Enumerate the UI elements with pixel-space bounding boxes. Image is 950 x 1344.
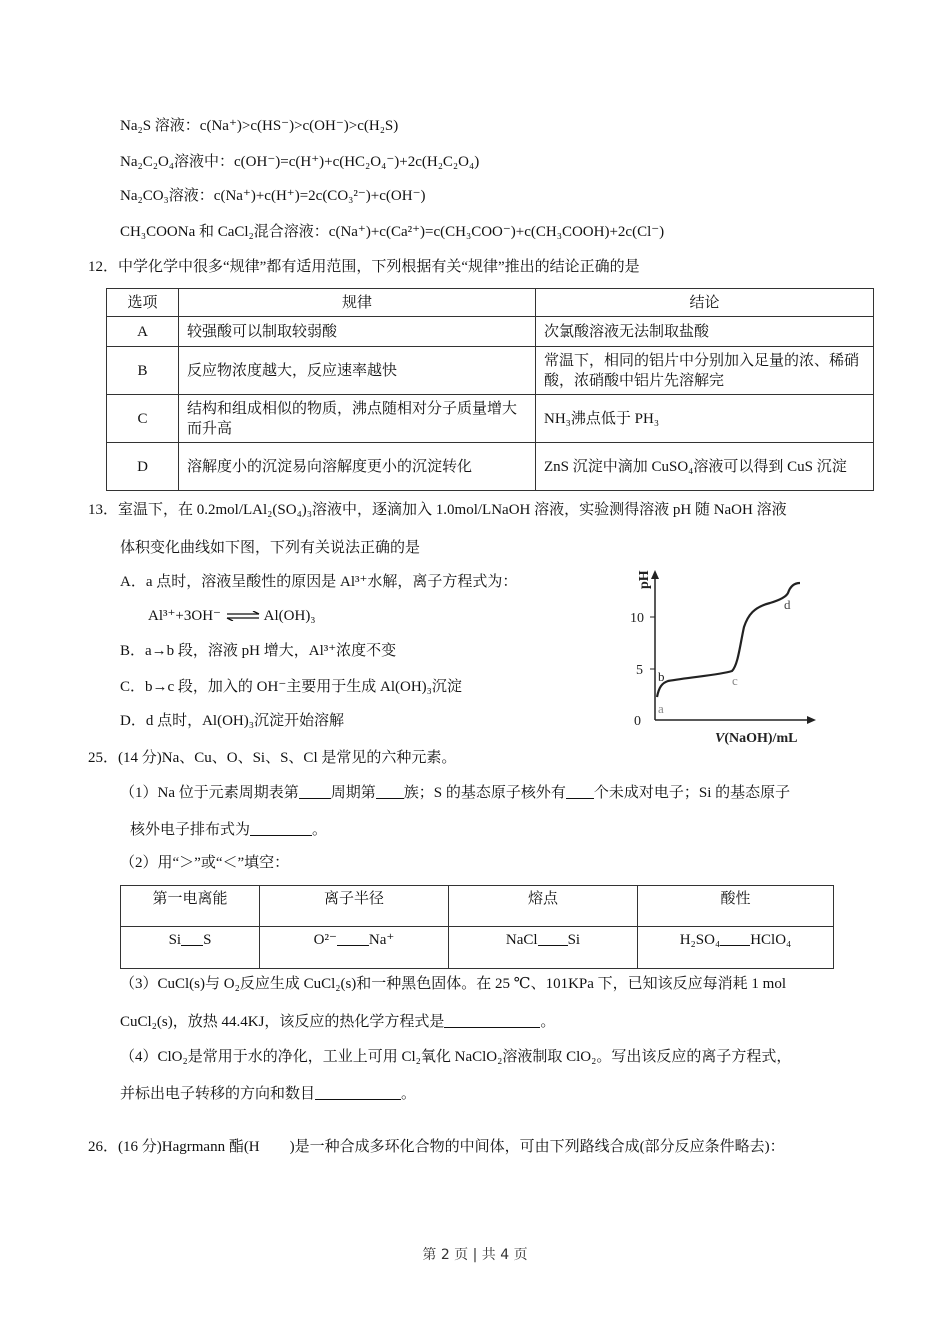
header-melting-point: 熔点	[449, 886, 638, 927]
answer-blank[interactable]	[538, 931, 568, 946]
compare-right: HClO₄	[750, 932, 792, 948]
q25-part1-line1	[120, 783, 790, 803]
q12-table-header	[107, 289, 874, 317]
q13-option-a: A．a 点时，溶液呈酸性的原因是 Al³⁺水解，离子方程式为：	[120, 574, 518, 590]
q13-option-c: C．b→c 段，加入的 OH⁻主要用于生成 Al(OH)₃沉淀	[120, 679, 462, 695]
svg-text:b: b	[658, 669, 665, 684]
answer-blank[interactable]	[181, 931, 203, 946]
q25-compare-table	[120, 885, 834, 969]
q12-header-option: 选项	[107, 289, 179, 317]
q25-number: 25．	[88, 750, 119, 766]
answer-blank[interactable]	[566, 784, 594, 799]
table-row	[107, 347, 874, 395]
q12-stem	[88, 257, 640, 277]
header-ionic-radius: 离子半径	[260, 886, 449, 927]
q11-option-b: Na₂C₂O₄溶液中：c(OH⁻)=c(H⁺)+c(HC₂O₄⁻)+2c(H₂C₂O₄)	[120, 154, 480, 170]
answer-blank[interactable]	[299, 784, 331, 799]
compare-right: S	[203, 932, 212, 948]
q25-header	[88, 748, 456, 768]
equation-left: Al³⁺+3OH⁻	[148, 608, 221, 624]
q12-text: 中学化学中很多“规律”都有适用范围，下列根据有关“规律”推出的结论正确的是	[118, 259, 640, 275]
q13-stem-line2: 体积变化曲线如下图，下列有关说法正确的是	[120, 540, 421, 556]
table-row	[107, 317, 874, 347]
svg-text:V(NaOH)/mL: V(NaOH)/mL	[715, 731, 798, 745]
x-axis-arrow-icon	[807, 716, 816, 724]
q13-stem-line1	[88, 500, 787, 520]
text-segment: CuCl₂(s)，放热 44.4KJ，该反应的热化学方程式是	[120, 1014, 445, 1030]
compare-left: NaCl	[505, 932, 538, 948]
text-segment: 个未成对电子；Si 的基态原子	[593, 785, 791, 801]
compare-right: Si	[567, 932, 581, 948]
table-row	[107, 443, 874, 491]
compare-left: O²⁻	[313, 932, 337, 948]
ph-curve	[657, 583, 800, 697]
q13-option-b: B．a→b 段，溶液 pH 增大，Al³⁺浓度不变	[120, 643, 397, 659]
q25-part3-line1: （3）CuCl(s)与 O₂反应生成 CuCl₂(s)和一种黑色固体。在 25 ℃、101KPa 下，已知该反应每消耗 1 mol	[120, 976, 787, 992]
q12-number: 12．	[88, 259, 119, 275]
svg-text:5: 5	[636, 663, 643, 678]
q12-row-rule: 溶解度小的沉淀易向溶解度更小的沉淀转化	[179, 443, 536, 491]
compare-cell	[638, 927, 834, 969]
text-segment: 族；S 的基态原子核外有	[403, 785, 566, 801]
header-acidity: 酸性	[638, 886, 834, 927]
svg-text:10: 10	[630, 611, 644, 626]
q13-option-d: D．d 点时，Al(OH)₃沉淀开始溶解	[120, 713, 344, 729]
q26-text: (16 分)Hagrmann 酯(H )是一种合成多环化合物的中间体，可由下列路线合成(部分反应条件略去)：	[118, 1139, 785, 1155]
text-segment: 。	[312, 822, 328, 838]
compare-cell	[121, 927, 260, 969]
svg-text:pH: pH	[637, 570, 652, 589]
answer-blank[interactable]	[315, 1085, 401, 1100]
answer-blank[interactable]	[444, 1013, 540, 1028]
q13-equation	[148, 606, 316, 627]
q25-part3-line2	[120, 1012, 555, 1032]
text-segment: 。	[540, 1014, 556, 1030]
svg-text:d: d	[784, 597, 791, 612]
q13-number: 13．	[88, 502, 119, 518]
q25-part1-line2	[130, 820, 327, 840]
svg-text:c: c	[732, 673, 738, 688]
compare-left: H₂SO₄	[679, 932, 721, 948]
answer-blank[interactable]	[720, 931, 750, 946]
text-segment: （1）Na 位于元素周期表第	[120, 785, 299, 801]
q13-text: 室温下，在 0.2mol/LAl₂(SO₄)₃溶液中，逐滴加入 1.0mol/LNaOH 溶液，实验测得溶液 pH 随 NaOH 溶液	[118, 502, 787, 518]
q12-row-conclusion: NH₃沸点低于 PH₃	[536, 395, 874, 443]
q12-row-rule: 反应物浓度越大，反应速率越快	[179, 347, 536, 395]
page-footer: 第 2 页 | 共 4 页	[422, 1247, 528, 1263]
q12-row-conclusion: ZnS 沉淀中滴加 CuSO₄溶液可以得到 CuS 沉淀	[536, 443, 874, 491]
svg-text:a: a	[658, 701, 664, 716]
compare-left: Si	[168, 932, 182, 948]
q12-row-option: C	[107, 395, 179, 443]
q12-row-option: D	[107, 443, 179, 491]
q26-stem	[88, 1137, 785, 1157]
text-segment: 。	[401, 1086, 417, 1102]
q12-row-rule: 较强酸可以制取较弱酸	[179, 317, 536, 347]
q12-row-option: A	[107, 317, 179, 347]
q12-table	[106, 288, 874, 491]
compare-right: Na⁺	[368, 932, 395, 948]
q11-option-d: CH₃COONa 和 CaCl₂混合溶液：c(Na⁺)+c(Ca²⁺)=c(CH₃COO⁻)+c(CH₃COOH)+2c(Cl⁻)	[120, 224, 665, 240]
q12-header-conclusion: 结论	[536, 289, 874, 317]
text-segment: 核外电子排布式为	[130, 822, 251, 838]
equation-right: Al(OH)₃	[263, 608, 316, 624]
ph-titration-chart	[620, 565, 820, 745]
q11-option-c: Na₂CO₃溶液：c(Na⁺)+c(H⁺)=2c(CO₃²⁻)+c(OH⁻)	[120, 188, 426, 204]
table-row	[107, 395, 874, 443]
q12-row-rule: 结构和组成相似的物质，沸点随相对分子质量增大而升高	[179, 395, 536, 443]
y-axis-arrow-icon	[651, 570, 659, 579]
q25-part4-line1: （4）ClO₂是常用于水的净化，工业上可用 Cl₂氧化 NaClO₂溶液制取 ClO₂。写出该反应的离子方程式，	[120, 1049, 792, 1065]
svg-text:0: 0	[634, 714, 641, 729]
q25-table-header	[121, 886, 834, 927]
q25-part4-line2	[120, 1084, 416, 1104]
text-segment: 并标出电子转移的方向和数目	[120, 1086, 316, 1102]
answer-blank[interactable]	[376, 784, 404, 799]
q25-header-text: (14 分)Na、Cu、O、Si、S、Cl 是常见的六种元素。	[118, 750, 457, 766]
compare-cell	[449, 927, 638, 969]
equilibrium-arrow-icon	[225, 607, 261, 627]
q12-row-option: B	[107, 347, 179, 395]
q12-row-conclusion: 常温下，相同的铝片中分别加入足量的浓、稀硝酸，浓硝酸中铝片先溶解完	[536, 347, 874, 395]
answer-blank[interactable]	[337, 931, 369, 946]
q12-header-rule: 规律	[179, 289, 536, 317]
compare-cell	[260, 927, 449, 969]
header-ionization-energy: 第一电离能	[121, 886, 260, 927]
q25-part2: （2）用“＞”或“＜”填空：	[120, 855, 290, 871]
table-row	[121, 927, 834, 969]
answer-blank[interactable]	[250, 821, 312, 836]
q11-option-a: Na₂S 溶液：c(Na⁺)>c(HS⁻)>c(OH⁻)>c(H₂S)	[120, 118, 399, 134]
q12-row-conclusion: 次氯酸溶液无法制取盐酸	[536, 317, 874, 347]
text-segment: 周期第	[330, 785, 376, 801]
q26-number: 26．	[88, 1139, 119, 1155]
